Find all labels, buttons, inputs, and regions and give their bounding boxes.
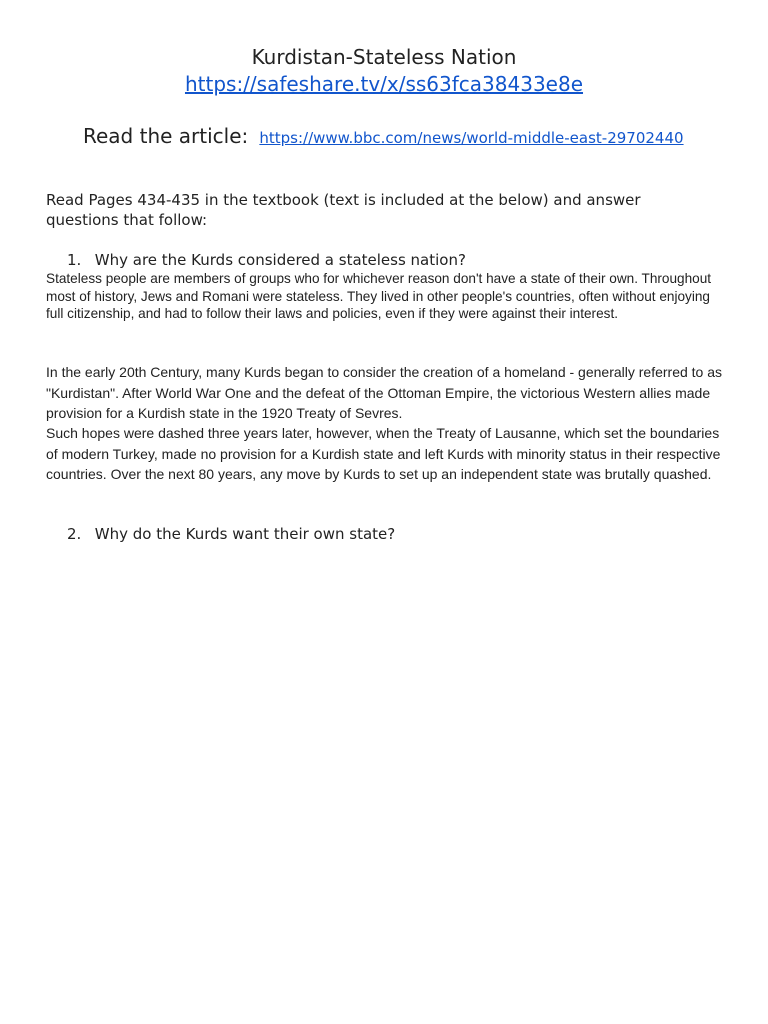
- paragraph-treaty-of-lausanne: Such hopes were dashed three years later, however, when the Treaty of Lausanne, which set the boundaries of modern Turkey, made no provision for a Kurdish state and left Kurds with minority status in their respective countries. Over the next 80 years, any move by Kurds to set up an independent state was brutally quashed.: [46, 425, 721, 483]
- document-title: Kurdistan-Stateless Nation: [251, 45, 517, 69]
- question-number: 1.: [67, 251, 82, 269]
- read-article-line: [83, 123, 684, 149]
- paragraph-stateless-people: Stateless people are members of groups who for whichever reason don't have a state of their own. Throughout most of history, Jews and Romani were stateless. They lived in other people's countries, often without enjoying full citizenship, and had to follow their laws and policies, even if they were against their interest.: [46, 271, 712, 321]
- question-1: [67, 250, 466, 270]
- paragraph-early-20th-century: In the early 20th Century, many Kurds began to consider the creation of a homeland - generally referred to as "Kurdistan". After World War One and the defeat of the Ottoman Empire, the victorious Western allies made provision for a Kurdish state in the 1920 Treaty of Sevres.: [46, 364, 723, 422]
- question-text: Why do the Kurds want their own state?: [94, 525, 396, 543]
- question-text: Why are the Kurds considered a stateless nation?: [94, 251, 466, 269]
- question-2: [67, 524, 395, 544]
- video-link[interactable]: https://safeshare.tv/x/ss63fca38433e8e: [184, 72, 584, 96]
- instructions-text: Read Pages 434-435 in the textbook (text is included at the below) and answer questions that follow:: [46, 191, 641, 229]
- question-number: 2.: [67, 525, 82, 543]
- read-article-label: Read the article:: [83, 124, 249, 148]
- article-link[interactable]: https://www.bbc.com/news/world-middle-east-29702440: [259, 129, 684, 147]
